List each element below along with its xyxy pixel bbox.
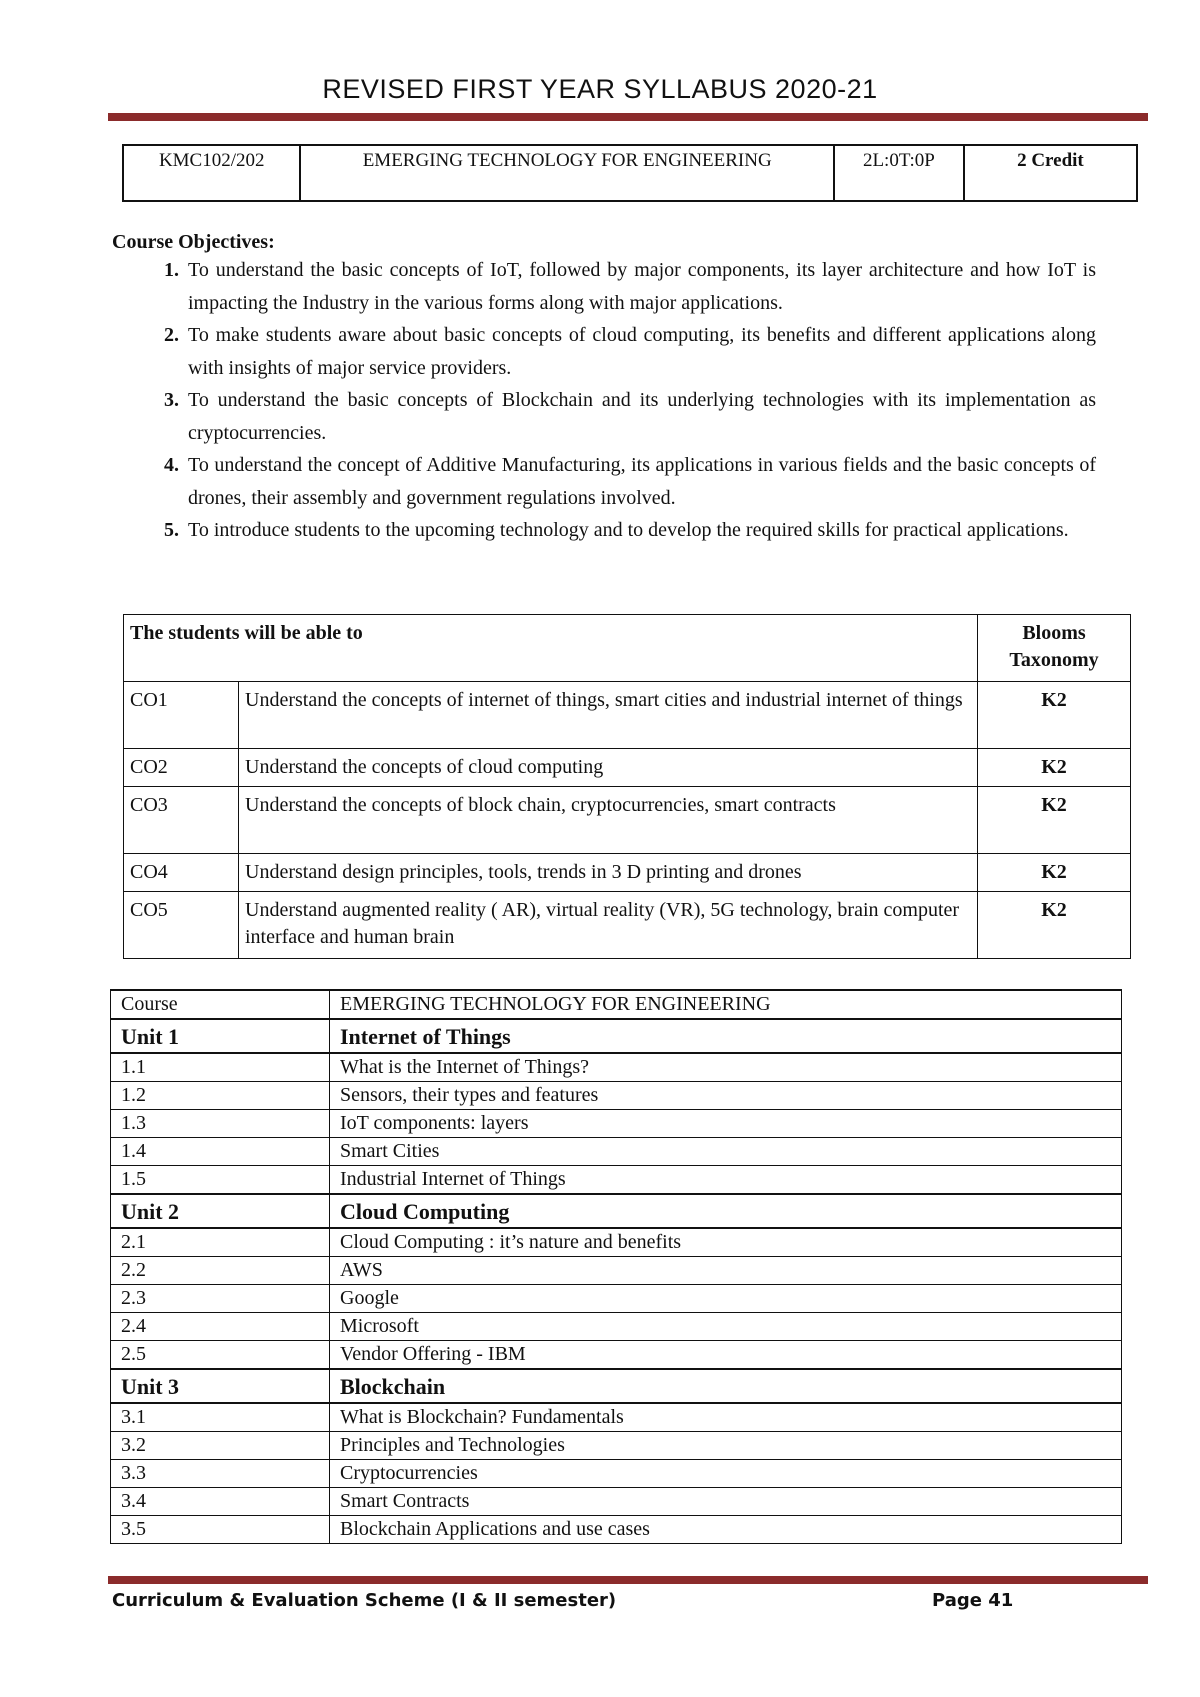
outcome-text: Understand augmented reality ( AR), virtual reality (VR), 5G technology, brain computer interface and human brain <box>239 892 978 959</box>
objective-item: 5. To introduce students to the upcoming technology and to develop the required skills for practical applications. <box>184 514 1096 547</box>
unit-label: Unit 1 <box>111 1019 330 1053</box>
objective-item: 4. To understand the concept of Additive Manufacturing, its applications in various fields and the basic concepts of drones, their assembly and government regulations involved. <box>184 449 1096 514</box>
unit-title: Blockchain <box>330 1369 1122 1403</box>
topic-row <box>111 1166 1122 1195</box>
outcome-row <box>124 749 1131 787</box>
topic-text: Smart Cities <box>330 1138 1122 1166</box>
outcome-text: Understand design principles, tools, trends in 3 D printing and drones <box>239 854 978 892</box>
topic-number: 1.5 <box>111 1166 330 1195</box>
outcome-row <box>124 787 1131 854</box>
topic-text: What is the Internet of Things? <box>330 1053 1122 1082</box>
topic-row <box>111 1341 1122 1370</box>
outcome-code: CO2 <box>124 749 239 787</box>
course-name: EMERGING TECHNOLOGY FOR ENGINEERING <box>300 145 834 201</box>
outcome-code: CO1 <box>124 682 239 749</box>
topic-row <box>111 1285 1122 1313</box>
objective-item: 1. To understand the basic concepts of IoT, followed by major components, its layer architecture and how IoT is impacting the Industry in the various forms along with major applications. <box>184 254 1096 319</box>
outcomes-header: The students will be able to <box>124 615 978 682</box>
topic-row <box>111 1138 1122 1166</box>
topic-row <box>111 1403 1122 1432</box>
outcome-code: CO5 <box>124 892 239 959</box>
topic-row <box>111 1516 1122 1544</box>
units-course-row <box>111 990 1122 1019</box>
unit-title: Internet of Things <box>330 1019 1122 1053</box>
topic-text: Microsoft <box>330 1313 1122 1341</box>
outcome-row <box>124 892 1131 959</box>
topic-number: 2.4 <box>111 1313 330 1341</box>
topic-number: 3.1 <box>111 1403 330 1432</box>
outcome-text: Understand the concepts of block chain, cryptocurrencies, smart contracts <box>239 787 978 854</box>
footer-rule <box>108 1576 1148 1584</box>
topic-row <box>111 1460 1122 1488</box>
topic-number: 3.5 <box>111 1516 330 1544</box>
outcome-row <box>124 682 1131 749</box>
unit-row <box>111 1369 1122 1403</box>
outcome-code: CO4 <box>124 854 239 892</box>
topic-text: IoT components: layers <box>330 1110 1122 1138</box>
topic-number: 1.4 <box>111 1138 330 1166</box>
outcome-row <box>124 854 1131 892</box>
unit-label: Unit 2 <box>111 1194 330 1228</box>
objectives-label: Course Objectives: <box>112 231 275 253</box>
outcome-level: K2 <box>978 854 1131 892</box>
units-table <box>110 989 1122 1544</box>
topic-number: 3.3 <box>111 1460 330 1488</box>
topic-number: 1.2 <box>111 1082 330 1110</box>
topic-text: Google <box>330 1285 1122 1313</box>
topic-text: Smart Contracts <box>330 1488 1122 1516</box>
course-credit: 2 Credit <box>964 145 1137 201</box>
page-title: REVISED FIRST YEAR SYLLABUS 2020-21 <box>322 74 878 104</box>
topic-number: 2.2 <box>111 1257 330 1285</box>
outcome-text: Understand the concepts of internet of things, smart cities and industrial internet of things <box>239 682 978 749</box>
objective-item: 3. To understand the basic concepts of Blockchain and its underlying technologies with its implementation as cryptocurrencies. <box>184 384 1096 449</box>
topic-text: AWS <box>330 1257 1122 1285</box>
footer-scheme: Curriculum & Evaluation Scheme (I & II semester) <box>112 1590 617 1611</box>
units-course-label: Course <box>111 990 330 1019</box>
objectives-list <box>112 254 1096 547</box>
topic-number: 1.3 <box>111 1110 330 1138</box>
topic-row <box>111 1313 1122 1341</box>
outcome-code: CO3 <box>124 787 239 854</box>
course-objectives <box>112 231 1096 547</box>
unit-row <box>111 1194 1122 1228</box>
topic-row <box>111 1257 1122 1285</box>
course-ltp: 2L:0T:0P <box>834 145 964 201</box>
topic-row <box>111 1110 1122 1138</box>
topic-text: Blockchain Applications and use cases <box>330 1516 1122 1544</box>
topic-number: 3.2 <box>111 1432 330 1460</box>
topic-number: 2.5 <box>111 1341 330 1370</box>
topic-number: 3.4 <box>111 1488 330 1516</box>
topic-number: 2.1 <box>111 1228 330 1257</box>
topic-number: 1.1 <box>111 1053 330 1082</box>
topic-row <box>111 1053 1122 1082</box>
objective-item: 2. To make students aware about basic concepts of cloud computing, its benefits and different applications along with insights of major service providers. <box>184 319 1096 384</box>
topic-text: Cloud Computing : it’s nature and benefits <box>330 1228 1122 1257</box>
unit-label: Unit 3 <box>111 1369 330 1403</box>
course-header-table <box>122 144 1138 202</box>
outcome-text: Understand the concepts of cloud computing <box>239 749 978 787</box>
topic-text: What is Blockchain? Fundamentals <box>330 1403 1122 1432</box>
header-rule <box>108 113 1148 121</box>
topic-text: Cryptocurrencies <box>330 1460 1122 1488</box>
outcome-level: K2 <box>978 892 1131 959</box>
page-number: Page 41 <box>932 1590 1014 1611</box>
course-outcomes-table <box>123 614 1131 959</box>
topic-text: Sensors, their types and features <box>330 1082 1122 1110</box>
blooms-header: Blooms Taxonomy <box>978 615 1131 682</box>
topic-number: 2.3 <box>111 1285 330 1313</box>
topic-text: Industrial Internet of Things <box>330 1166 1122 1195</box>
topic-row <box>111 1432 1122 1460</box>
topic-row <box>111 1228 1122 1257</box>
unit-row <box>111 1019 1122 1053</box>
topic-row <box>111 1488 1122 1516</box>
units-course-name: EMERGING TECHNOLOGY FOR ENGINEERING <box>330 990 1122 1019</box>
outcome-level: K2 <box>978 749 1131 787</box>
unit-title: Cloud Computing <box>330 1194 1122 1228</box>
topic-text: Vendor Offering - IBM <box>330 1341 1122 1370</box>
course-code: KMC102/202 <box>123 145 300 201</box>
topic-row <box>111 1082 1122 1110</box>
topic-text: Principles and Technologies <box>330 1432 1122 1460</box>
outcome-level: K2 <box>978 682 1131 749</box>
outcome-level: K2 <box>978 787 1131 854</box>
